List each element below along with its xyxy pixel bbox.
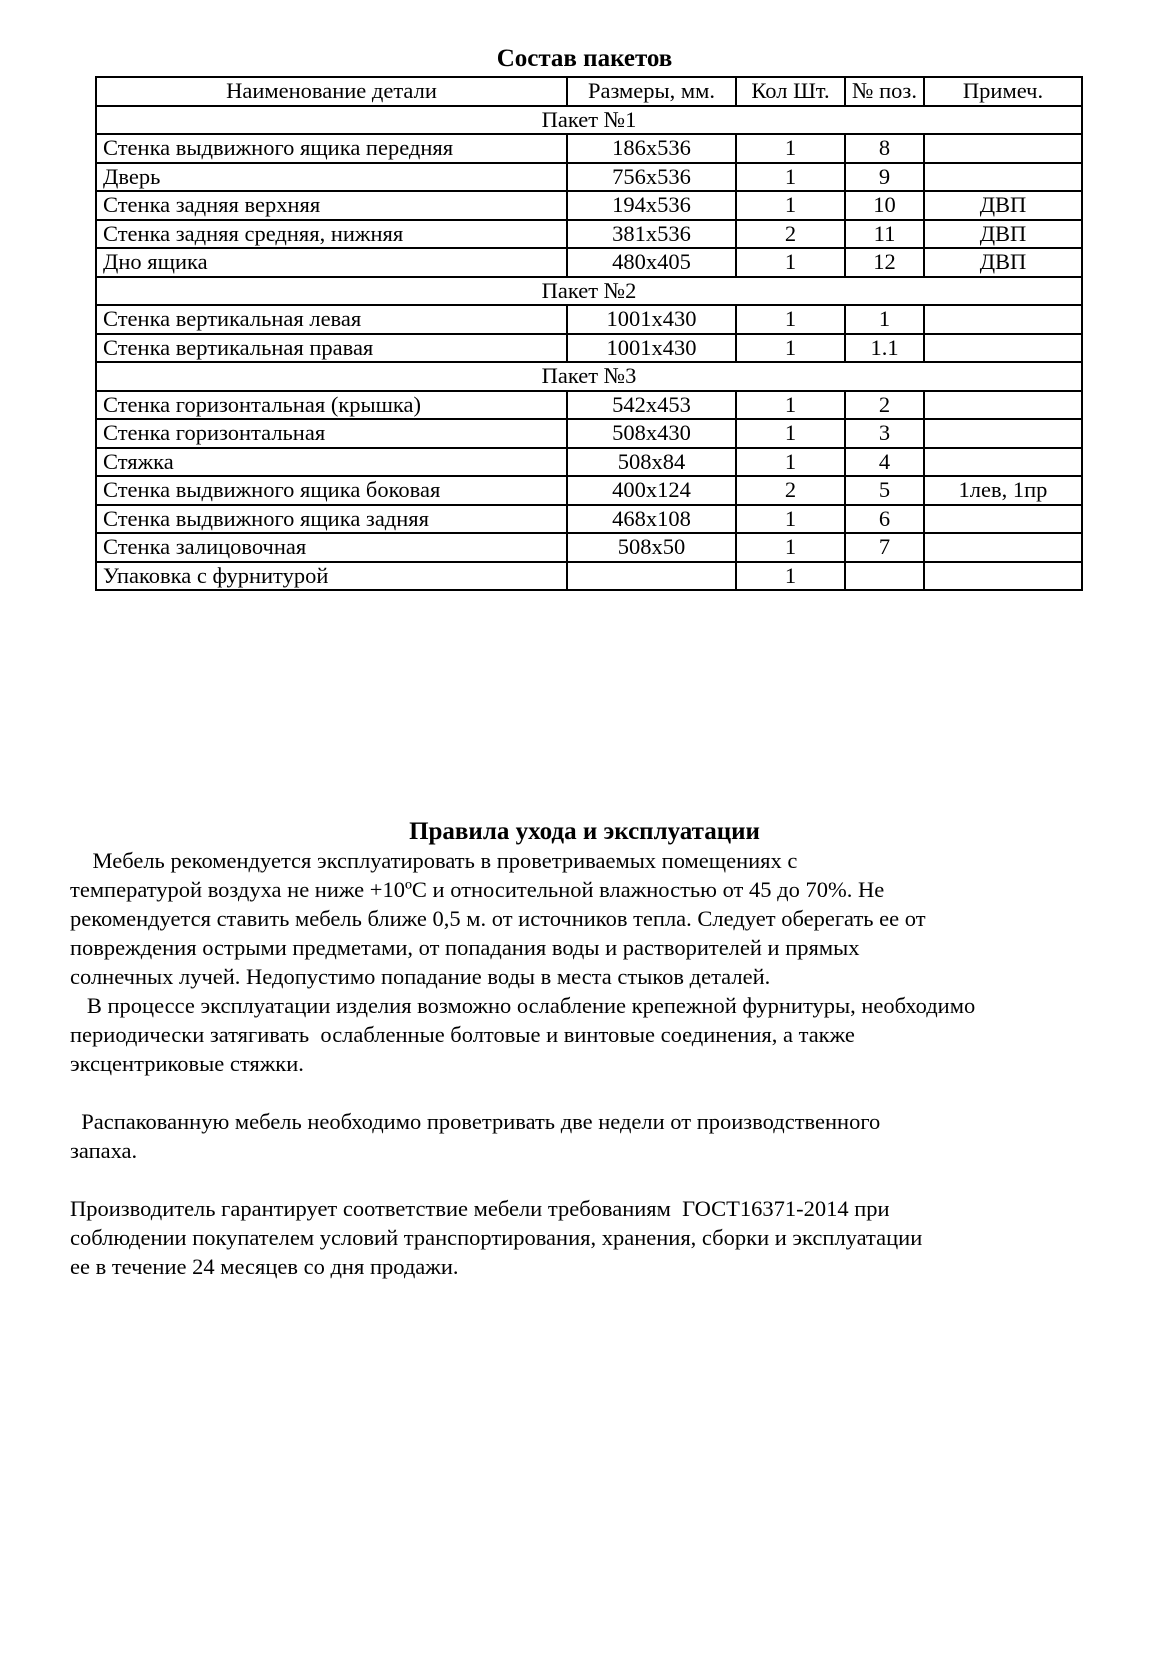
- cell-part-name: Дно ящика: [96, 248, 567, 277]
- cell-note: [924, 419, 1082, 448]
- cell-part-name: Стенка выдвижного ящика боковая: [96, 476, 567, 505]
- cell-note: [924, 533, 1082, 562]
- cell-note: ДВП: [924, 191, 1082, 220]
- cell-quantity: 1: [736, 191, 845, 220]
- table-row: [96, 448, 1082, 477]
- warranty-paragraph: [70, 1194, 1150, 1281]
- care-paragraph-1: [70, 846, 1150, 991]
- cell-note: [924, 505, 1082, 534]
- cell-part-name: Дверь: [96, 163, 567, 192]
- cell-position: 6: [845, 505, 924, 534]
- cell-part-name: Стенка залицовочная: [96, 533, 567, 562]
- cell-dimensions: 1001x430: [567, 334, 736, 363]
- packages-table: [95, 76, 1083, 591]
- care-title: Правила ухода и эксплуатации: [409, 818, 760, 845]
- header-part-name: Наименование детали: [96, 77, 567, 106]
- cell-dimensions: 400x124: [567, 476, 736, 505]
- cell-note: [924, 391, 1082, 420]
- cell-dimensions: 1001x430: [567, 305, 736, 334]
- package-label: Пакет №3: [96, 362, 1082, 391]
- cell-note: ДВП: [924, 248, 1082, 277]
- cell-dimensions: 542x453: [567, 391, 736, 420]
- text-line: ее в течение 24 месяцев со дня продажи.: [70, 1254, 459, 1279]
- cell-quantity: 1: [736, 505, 845, 534]
- text-line: запаха.: [70, 1138, 138, 1163]
- header-note: Примеч.: [924, 77, 1082, 106]
- table-row: [96, 533, 1082, 562]
- cell-position: 1: [845, 305, 924, 334]
- cell-quantity: 1: [736, 448, 845, 477]
- cell-dimensions: 381x536: [567, 220, 736, 249]
- cell-part-name: Стенка выдвижного ящика задняя: [96, 505, 567, 534]
- table-row: [96, 562, 1082, 591]
- cell-quantity: 1: [736, 419, 845, 448]
- header-position: № поз.: [845, 77, 924, 106]
- cell-part-name: Стенка горизонтальная (крышка): [96, 391, 567, 420]
- cell-note: [924, 334, 1082, 363]
- composition-title: Состав пакетов: [496, 45, 673, 72]
- table-row: [96, 334, 1082, 363]
- cell-quantity: 2: [736, 220, 845, 249]
- table-row: [96, 191, 1082, 220]
- cell-dimensions: 508x50: [567, 533, 736, 562]
- cell-position: 10: [845, 191, 924, 220]
- package-label: Пакет №2: [96, 277, 1082, 306]
- table-row: [96, 134, 1082, 163]
- cell-note: 1лев, 1пр: [924, 476, 1082, 505]
- cell-dimensions: 194x536: [567, 191, 736, 220]
- cell-note: [924, 562, 1082, 591]
- cell-dimensions: 468x108: [567, 505, 736, 534]
- text-line: солнечных лучей. Недопустимо попадание воды в места стыков деталей.: [70, 964, 771, 989]
- cell-quantity: 1: [736, 391, 845, 420]
- cell-quantity: 1: [736, 562, 845, 591]
- cell-note: ДВП: [924, 220, 1082, 249]
- packages-table-body: [96, 106, 1082, 591]
- cell-quantity: 1: [736, 134, 845, 163]
- cell-quantity: 1: [736, 305, 845, 334]
- cell-position: 9: [845, 163, 924, 192]
- cell-note: [924, 134, 1082, 163]
- table-row: [96, 391, 1082, 420]
- cell-part-name: Стенка выдвижного ящика передняя: [96, 134, 567, 163]
- text-line: периодически затягивать ослабленные болтовые и винтовые соединения, а также: [70, 1022, 855, 1047]
- care-paragraph-3: [70, 1107, 1150, 1165]
- cell-note: [924, 448, 1082, 477]
- cell-position: 3: [845, 419, 924, 448]
- cell-quantity: 2: [736, 476, 845, 505]
- cell-quantity: 1: [736, 163, 845, 192]
- table-row: [96, 248, 1082, 277]
- cell-part-name: Стенка задняя средняя, нижняя: [96, 220, 567, 249]
- care-text: [70, 846, 1150, 1281]
- table-row: [96, 163, 1082, 192]
- cell-dimensions: 508x84: [567, 448, 736, 477]
- package-header-row: [96, 362, 1082, 391]
- cell-dimensions: 508x430: [567, 419, 736, 448]
- text-line: повреждения острыми предметами, от попадания воды и растворителей и прямых: [70, 935, 860, 960]
- text-line: В процессе эксплуатации изделия возможно ослабление крепежной фурнитуры, необходимо: [70, 993, 976, 1018]
- cell-part-name: Стенка горизонтальная: [96, 419, 567, 448]
- cell-position: 2: [845, 391, 924, 420]
- text-line: рекомендуется ставить мебель ближе 0,5 м. от источников тепла. Следует оберегать ее от: [70, 906, 926, 931]
- cell-position: 5: [845, 476, 924, 505]
- cell-position: 1.1: [845, 334, 924, 363]
- cell-part-name: Стенка вертикальная правая: [96, 334, 567, 363]
- cell-part-name: Стенка вертикальная левая: [96, 305, 567, 334]
- cell-part-name: Стяжка: [96, 448, 567, 477]
- table-row: [96, 476, 1082, 505]
- header-dimensions: Размеры, мм.: [567, 77, 736, 106]
- table-row: [96, 220, 1082, 249]
- table-header-row: [96, 77, 1082, 106]
- table-row: [96, 305, 1082, 334]
- header-quantity: Кол Шт.: [736, 77, 845, 106]
- cell-position: 8: [845, 134, 924, 163]
- text-line: эксцентриковые стяжки.: [70, 1051, 304, 1076]
- text-line: Производитель гарантирует соответствие мебели требованиям ГОСТ16371-2014 при: [70, 1196, 890, 1221]
- cell-position: 11: [845, 220, 924, 249]
- cell-note: [924, 305, 1082, 334]
- cell-position: 4: [845, 448, 924, 477]
- cell-dimensions: [567, 562, 736, 591]
- cell-position: [845, 562, 924, 591]
- cell-position: 7: [845, 533, 924, 562]
- package-label: Пакет №1: [96, 106, 1082, 135]
- cell-quantity: 1: [736, 248, 845, 277]
- text-line: соблюдении покупателем условий транспортирования, хранения, сборки и эксплуатации: [70, 1225, 923, 1250]
- table-row: [96, 419, 1082, 448]
- cell-position: 12: [845, 248, 924, 277]
- cell-quantity: 1: [736, 334, 845, 363]
- package-header-row: [96, 106, 1082, 135]
- cell-quantity: 1: [736, 533, 845, 562]
- text-line: Распакованную мебель необходимо проветривать две недели от производственного: [70, 1109, 881, 1134]
- table-row: [96, 505, 1082, 534]
- cell-dimensions: 186x536: [567, 134, 736, 163]
- cell-part-name: Стенка задняя верхняя: [96, 191, 567, 220]
- text-line: Мебель рекомендуется эксплуатировать в проветриваемых помещениях с: [70, 848, 798, 873]
- cell-dimensions: 480x405: [567, 248, 736, 277]
- cell-note: [924, 163, 1082, 192]
- package-header-row: [96, 277, 1082, 306]
- text-line: температурой воздуха не ниже +10ºС и относительной влажностью от 45 до 70%. Не: [70, 877, 885, 902]
- cell-dimensions: 756x536: [567, 163, 736, 192]
- cell-part-name: Упаковка с фурнитурой: [96, 562, 567, 591]
- care-paragraph-2: [70, 991, 1150, 1078]
